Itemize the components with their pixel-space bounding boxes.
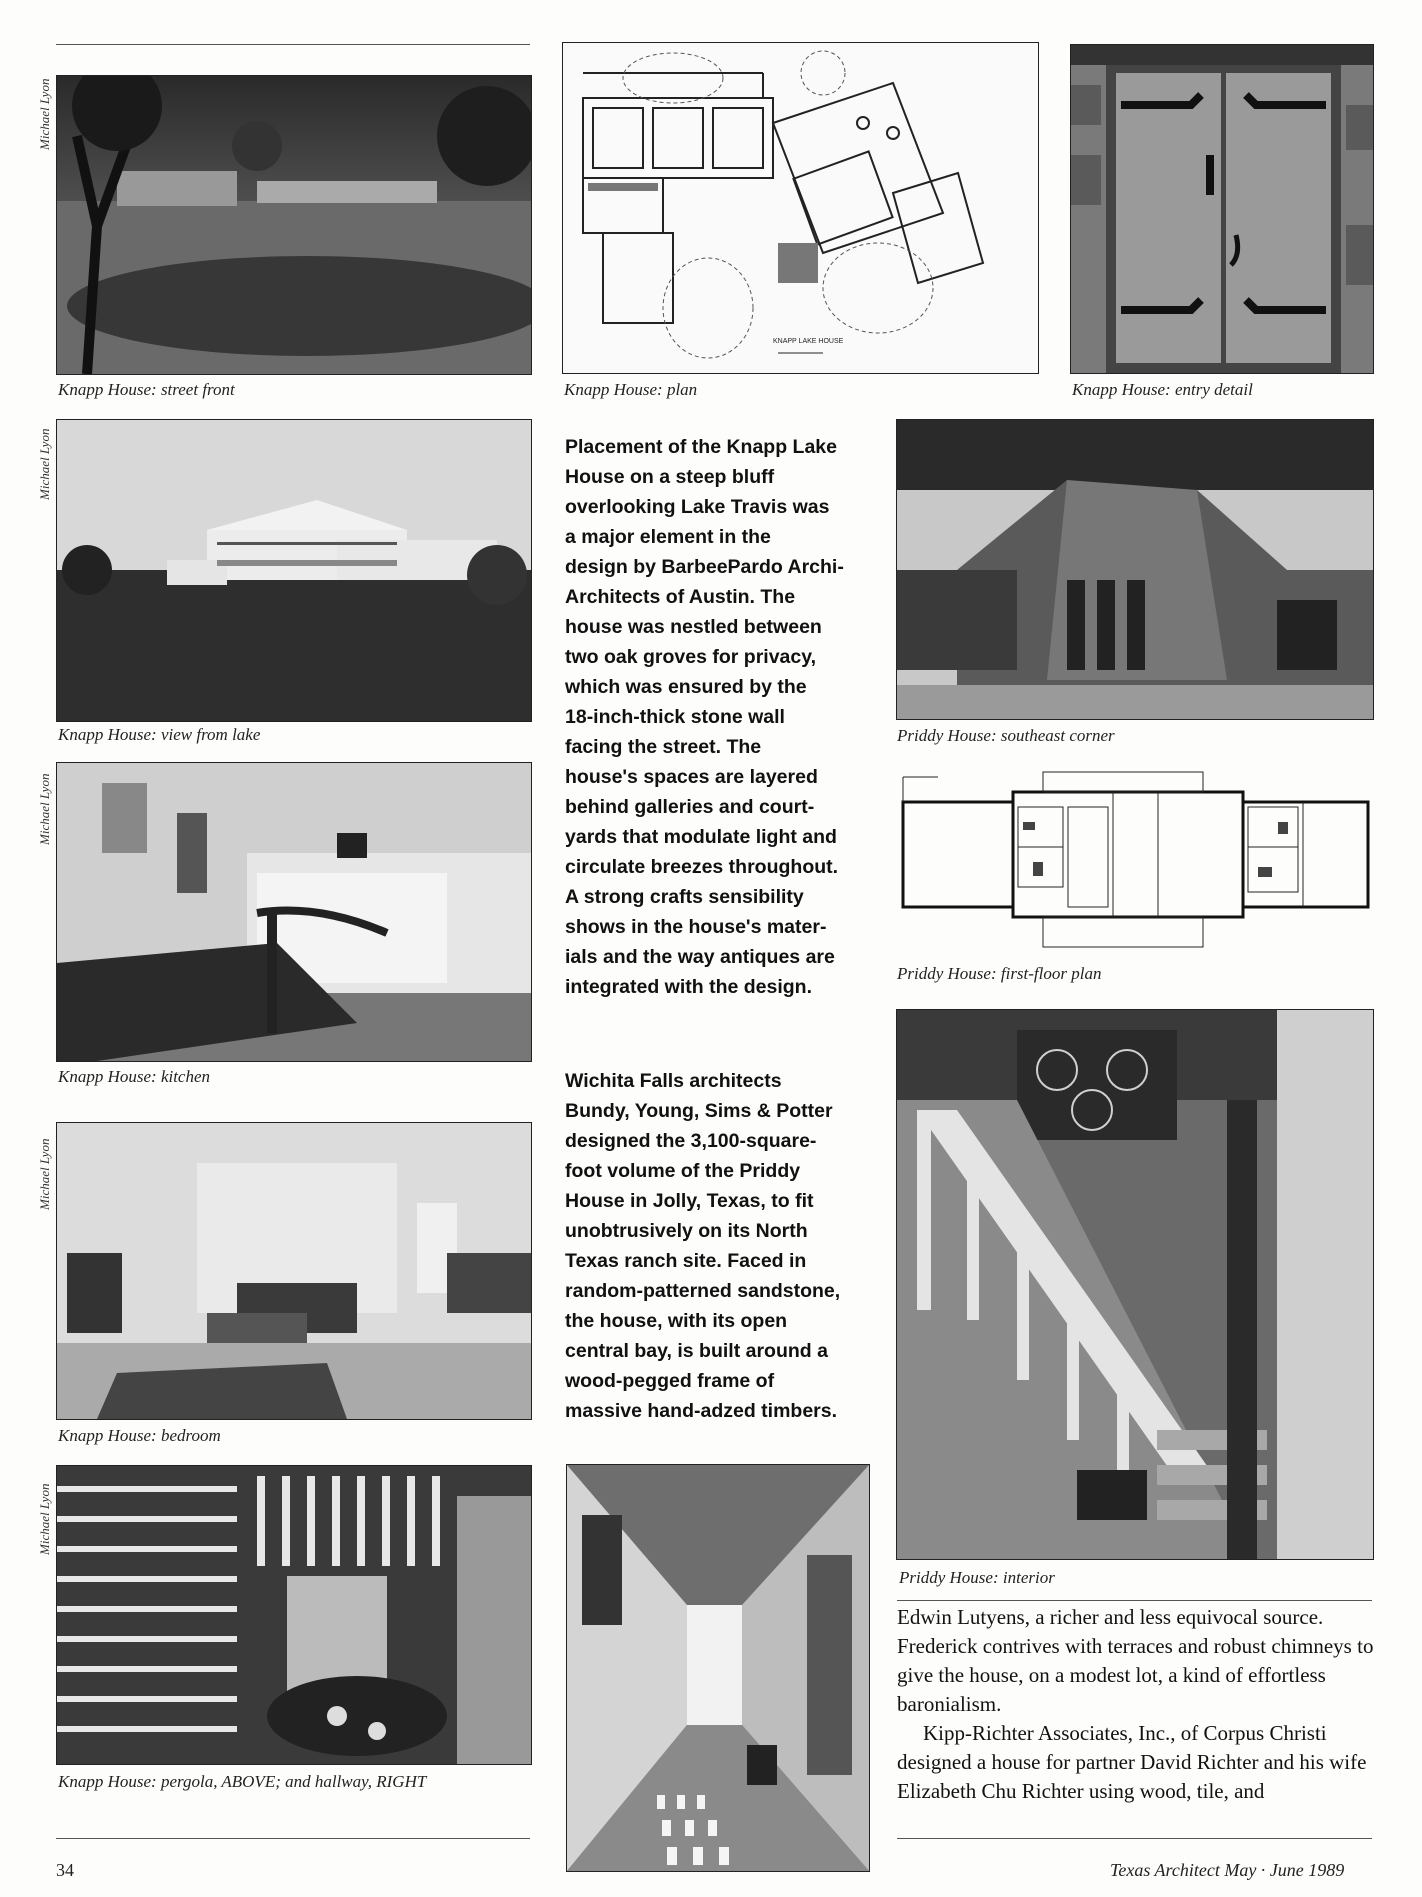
priddy-blurb-line: unobtrusively on its North — [565, 1220, 808, 1242]
bottom-rule-left — [56, 1838, 530, 1839]
knapp-blurb-line: ials and the way antiques are — [565, 946, 835, 968]
caption-street-front: Knapp House: street front — [58, 380, 235, 399]
knapp-blurb-line: 18-inch-thick stone wall — [565, 706, 785, 728]
photo-priddy-interior — [896, 1009, 1374, 1560]
publication-issue: May · June 1989 — [1224, 1860, 1345, 1880]
knapp-blurb — [565, 432, 875, 1002]
priddy-blurb — [565, 1066, 875, 1426]
knapp-blurb-line: design by BarbeePardo Archi- — [565, 556, 844, 578]
caption-bedroom: Knapp House: bedroom — [58, 1426, 221, 1445]
knapp-blurb-line: overlooking Lake Travis was — [565, 496, 830, 518]
knapp-blurb-line: House on a steep bluff — [565, 466, 775, 488]
priddy-blurb-line: designed the 3,100-square- — [565, 1130, 817, 1152]
knapp-blurb-line: house's spaces are layered — [565, 766, 818, 788]
knapp-blurb-line: facing the street. The — [565, 736, 762, 758]
knapp-blurb-line: house was nestled between — [565, 616, 822, 638]
priddy-blurb-line: House in Jolly, Texas, to fit — [565, 1190, 814, 1212]
photo-priddy-southeast — [896, 419, 1374, 720]
plan-label: KNAPP LAKE HOUSE — [773, 338, 844, 345]
priddy-blurb-line: wood-pegged frame of — [565, 1370, 775, 1392]
bottom-rule-right — [897, 1838, 1372, 1839]
photo-credit: Michael Lyon — [37, 428, 52, 500]
knapp-blurb-line: Placement of the Knapp Lake — [565, 436, 837, 458]
footer-publication — [1110, 1860, 1344, 1881]
priddy-blurb-line: Wichita Falls architects — [565, 1070, 782, 1092]
knapp-blurb-line: circulate breezes throughout. — [565, 856, 839, 878]
caption-plan: Knapp House: plan — [564, 380, 698, 399]
photo-credit: Michael Lyon — [37, 773, 52, 845]
priddy-plan-drawing — [898, 767, 1372, 955]
priddy-blurb-line: Texas ranch site. Faced in — [565, 1250, 807, 1272]
photo-street-front — [56, 75, 532, 375]
photo-pergola — [56, 1465, 532, 1765]
caption-kitchen: Knapp House: kitchen — [58, 1067, 211, 1086]
photo-credit: Michael Lyon — [37, 1138, 52, 1210]
body-paragraph-2: Kipp-Richter Associates, Inc., of Corpus Christi designed a house for partner David Richter and his wife Elizabeth Chu Richter using wood, tile, and — [897, 1721, 1367, 1803]
body-text — [897, 1603, 1375, 1806]
priddy-blurb-line: central bay, is built around a — [565, 1340, 828, 1362]
knapp-blurb-line: shows in the house's mater- — [565, 916, 827, 938]
knapp-blurb-line: yards that modulate light and — [565, 826, 837, 848]
body-paragraph-1: Edwin Lutyens, a richer and less equivocal source. Frederick contrives with terraces and robust chimneys to give the house, on a modest lot, a kind of effortless baronialism. — [897, 1605, 1374, 1716]
knapp-blurb-line: a major element in the — [565, 526, 771, 548]
knapp-plan-drawing — [562, 42, 1039, 374]
photo-kitchen — [56, 762, 532, 1062]
photo-credit: Michael Lyon — [37, 78, 52, 150]
caption-entry-detail: Knapp House: entry detail — [1072, 380, 1253, 399]
priddy-blurb-line: Bundy, Young, Sims & Potter — [565, 1100, 833, 1122]
priddy-blurb-line: foot volume of the Priddy — [565, 1160, 801, 1182]
photo-bedroom — [56, 1122, 532, 1420]
priddy-blurb-line: massive hand-adzed timbers. — [565, 1400, 838, 1422]
knapp-blurb-line: behind galleries and court- — [565, 796, 815, 818]
priddy-blurb-line: the house, with its open — [565, 1310, 788, 1332]
caption-priddy-southeast: Priddy House: southeast corner — [897, 726, 1115, 745]
knapp-blurb-line: A strong crafts sensibility — [565, 886, 804, 908]
caption-priddy-interior: Priddy House: interior — [899, 1568, 1055, 1587]
body-rule-top — [897, 1600, 1372, 1601]
knapp-blurb-line: which was ensured by the — [565, 676, 807, 698]
photo-view-from-lake — [56, 419, 532, 722]
caption-view-from-lake: Knapp House: view from lake — [58, 725, 261, 744]
knapp-blurb-line: Architects of Austin. The — [565, 586, 796, 608]
photo-entry-detail — [1070, 44, 1374, 374]
top-rule-left — [56, 44, 530, 45]
photo-credit: Michael Lyon — [37, 1483, 52, 1555]
knapp-blurb-line: integrated with the design. — [565, 976, 813, 998]
publication-title: Texas Architect — [1110, 1860, 1220, 1880]
knapp-blurb-line: two oak groves for privacy, — [565, 646, 817, 668]
caption-priddy-plan: Priddy House: first-floor plan — [897, 964, 1102, 983]
photo-hallway — [566, 1464, 870, 1872]
page-number: 34 — [56, 1860, 74, 1880]
priddy-blurb-line: random-patterned sandstone, — [565, 1280, 841, 1302]
caption-pergola: Knapp House: pergola, ABOVE; and hallway, RIGHT — [58, 1772, 427, 1791]
